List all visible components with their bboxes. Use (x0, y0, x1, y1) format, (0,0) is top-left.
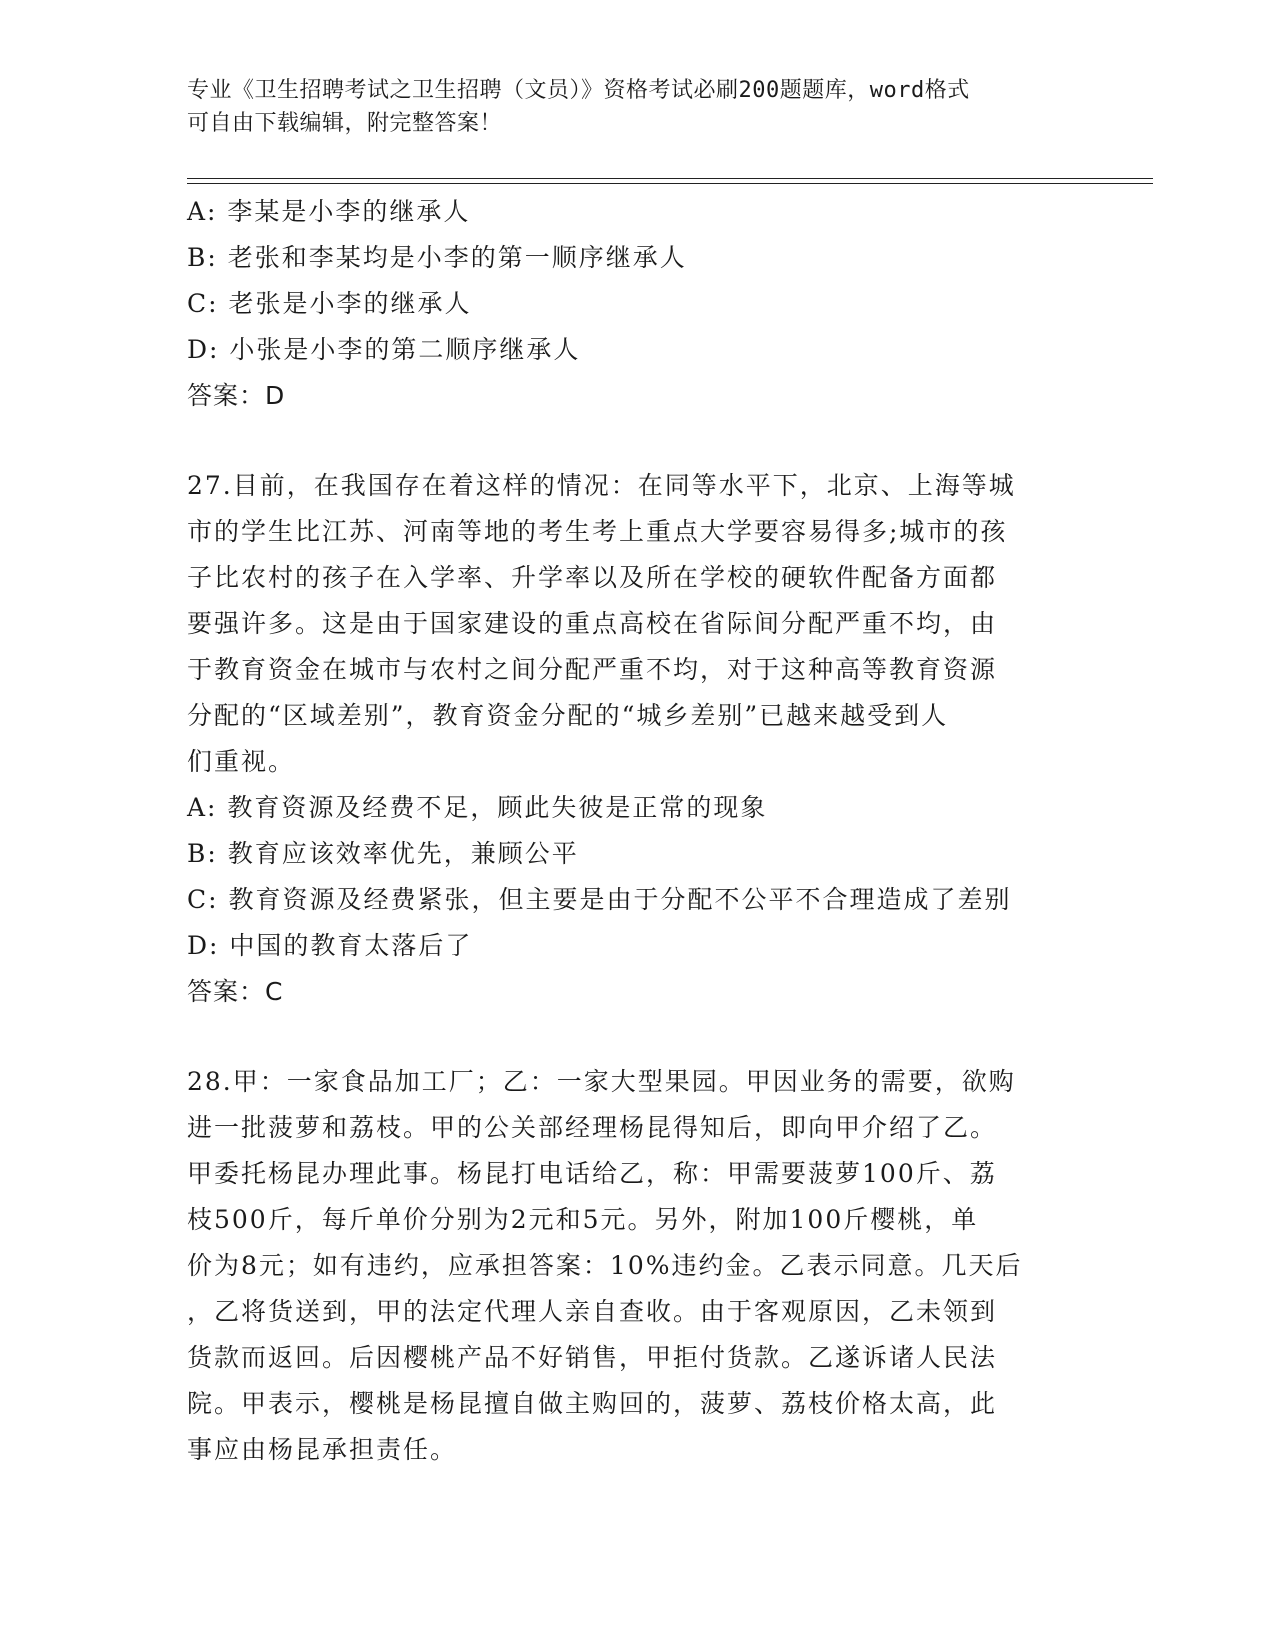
question-stem-line: 们重视。 (187, 747, 296, 776)
option-b: B: 老张和李某均是小李的第一顺序继承人 (187, 243, 687, 272)
question-stem-line: 甲委托杨昆办理此事。杨昆打电话给乙，称：甲需要菠萝100斤、荔 (187, 1159, 997, 1188)
question-stem-line: 院。甲表示，樱桃是杨昆擅自做主购回的，菠萝、荔枝价格太高，此 (187, 1389, 998, 1418)
spacer (187, 419, 1087, 463)
option-d: D: 中国的教育太落后了 (187, 931, 473, 960)
option-a: A: 李某是小李的继承人 (187, 197, 471, 226)
option-b: B: 教育应该效率优先，兼顾公平 (187, 839, 579, 868)
document-header (187, 74, 1067, 140)
question-28 (187, 1059, 1087, 1473)
option-c: C: 老张是小李的继承人 (187, 289, 472, 318)
header-line-2: 可自由下载编辑，附完整答案！ (187, 111, 503, 136)
question-stem-line: 货款而返回。后因樱桃产品不好销售，甲拒付货款。乙遂诉诸人民法 (187, 1343, 998, 1372)
question-stem-line: 市的学生比江苏、河南等地的考生考上重点大学要容易得多;城市的孩 (187, 517, 1008, 546)
question-stem-line: 27.目前，在我国存在着这样的情况：在同等水平下，北京、上海等城 (187, 471, 1016, 500)
question-stem-line: 进一批菠萝和荔枝。甲的公关部经理杨昆得知后，即向甲介绍了乙。 (187, 1113, 998, 1142)
question-stem-line: 于教育资金在城市与农村之间分配严重不均，对于这种高等教育资源 (187, 655, 998, 684)
answer-line: 答案：D (187, 381, 286, 410)
option-a: A: 教育资源及经费不足，顾此失彼是正常的现象 (187, 793, 768, 822)
question-stem-line: ，乙将货送到，甲的法定代理人亲自查收。由于客观原因，乙未领到 (187, 1297, 998, 1326)
header-divider-bottom (187, 183, 1153, 184)
option-d: D: 小张是小李的第二顺序继承人 (187, 335, 581, 364)
question-stem-line: 28.甲：一家食品加工厂；乙：一家大型果园。甲因业务的需要，欲购 (187, 1067, 1016, 1096)
question-27 (187, 463, 1087, 1015)
header-divider-top (187, 178, 1153, 179)
question-26 (187, 189, 1087, 419)
question-stem-line: 分配的“区域差别”，教育资金分配的“城乡差别”已越来越受到人 (187, 701, 949, 730)
question-stem-line: 要强许多。这是由于国家建设的重点高校在省际间分配严重不均，由 (187, 609, 998, 638)
spacer (187, 1015, 1087, 1059)
question-stem-line: 事应由杨昆承担责任。 (187, 1435, 458, 1464)
document-body (187, 189, 1087, 1473)
option-c: C: 教育资源及经费紧张，但主要是由于分配不公平不合理造成了差别 (187, 885, 1012, 914)
header-line-1: 专业《卫生招聘考试之卫生招聘（文员）》资格考试必刷200题题库，word格式 (187, 78, 970, 103)
question-stem-line: 枝500斤，每斤单价分别为2元和5元。另外，附加100斤樱桃，单 (187, 1205, 979, 1234)
question-stem-line: 子比农村的孩子在入学率、升学率以及所在学校的硬软件配备方面都 (187, 563, 998, 592)
answer-line: 答案：C (187, 977, 284, 1006)
question-stem-line: 价为8元；如有违约，应承担答案：10%违约金。乙表示同意。几天后 (187, 1251, 1023, 1280)
